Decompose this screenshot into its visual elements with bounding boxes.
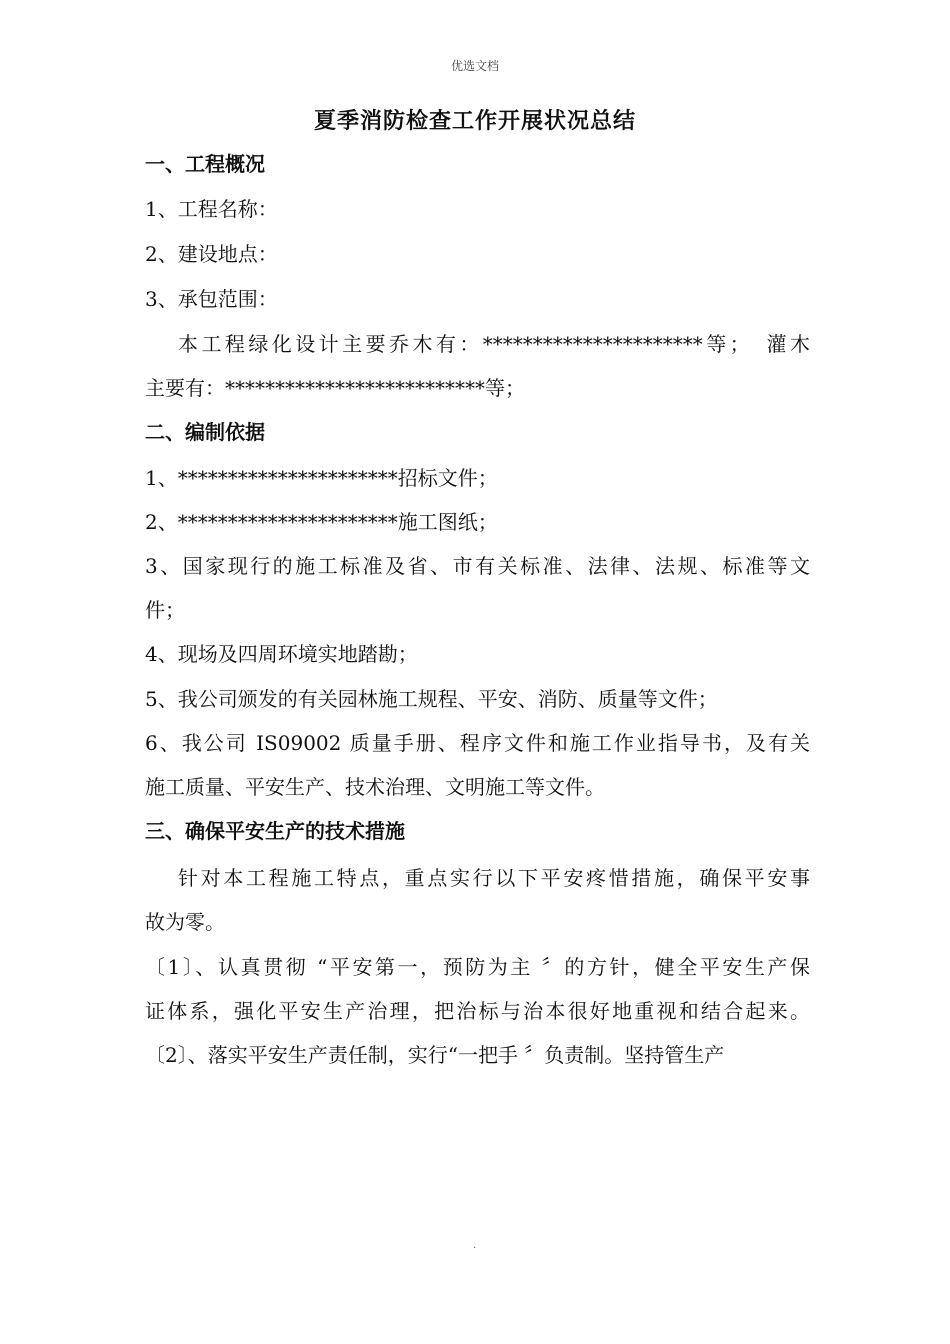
- paragraph-line: 4、现场及四周环境实地踏勘；: [145, 642, 418, 666]
- paragraph-line: 件；: [145, 598, 185, 622]
- paragraph-line: 2、**********************施工图纸；: [145, 510, 498, 534]
- page-footer-mark: .: [473, 1240, 477, 1251]
- paragraph-line: 5、我公司颁发的有关园林施工规程、平安、消防、质量等文件；: [145, 687, 718, 711]
- page-header-label: 优选文档: [450, 59, 499, 73]
- paragraph-line: 主要有：**************************等；: [145, 376, 525, 400]
- document-title: 夏季消防检查工作开展状况总结: [313, 109, 636, 134]
- section-heading-overview: 一、工程概况: [145, 152, 265, 176]
- paragraph-line: 3、承包范围：: [145, 287, 278, 311]
- section-heading-safety-measures: 三、确保平安生产的技术措施: [145, 819, 405, 843]
- paragraph-line: 证体系，强化平安生产治理，把治标与治本很好地重视和结合起来。: [145, 999, 810, 1023]
- paragraph-line: 故为零。: [145, 910, 225, 934]
- paragraph-line: 施工质量、平安生产、技术治理、文明施工等文件。: [145, 775, 605, 799]
- paragraph-line: 1、**********************招标文件；: [145, 466, 498, 490]
- paragraph-line: 6、我公司 IS09002 质量手册、程序文件和施工作业指导书，及有关: [145, 731, 810, 755]
- paragraph-line: 〔1〕、认真贯彻 “平安第一，预防为主 〞的方针，健全平安生产保: [145, 955, 810, 979]
- section-heading-basis: 二、编制依据: [145, 420, 265, 444]
- paragraph-line: 〔2〕、落实平安生产责任制，实行“一把手 〞负责制。坚持管生产: [145, 1043, 725, 1067]
- paragraph-line: 2、建设地点：: [145, 242, 278, 266]
- paragraph-line: 针对本工程施工特点，重点实行以下平安疼惜措施，确保平安事: [178, 866, 810, 890]
- paragraph-line: 本工程绿化设计主要乔木有：**********************等； 灌木: [178, 332, 810, 356]
- paragraph-line: 3、国家现行的施工标准及省、市有关标准、法律、法规、标准等文: [145, 554, 810, 578]
- paragraph-line: 1、工程名称：: [145, 197, 278, 221]
